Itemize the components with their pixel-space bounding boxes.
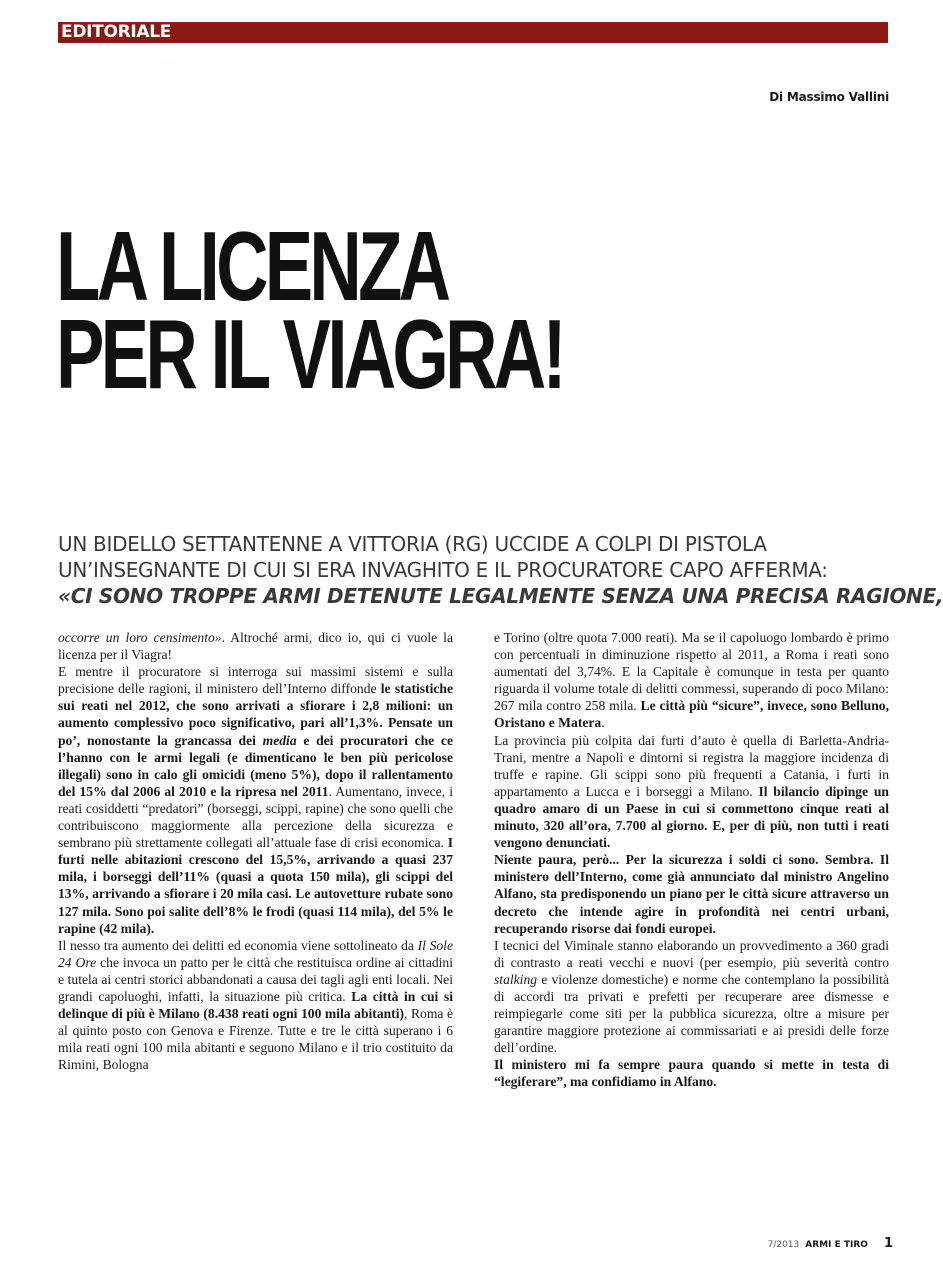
quote-end: occorre un loro censimento»	[58, 630, 222, 645]
paragraph	[494, 1056, 889, 1090]
headline-line-1: LA LICENZA	[56, 211, 448, 321]
italic-text: stalking	[494, 971, 538, 987]
paragraph	[494, 629, 889, 732]
bold-text: e dei procuratori che ce l’hanno con le armi legali (e dimenticano le ben più pericolose illegali) sono in calo gli omicidi (meno 5%), dopo il rallentamento del 15% dal 2006 al 2010 e la ripresa nel 2011	[58, 732, 453, 799]
italic-bold-text: media	[262, 732, 297, 748]
bold-text: Niente paura, però... Per la sicurezza i soldi ci sono. Sembra. Il ministero dell’Interno, come già annunciato dal ministro Angelino Alfano, sta predisponendo un piano per le città sicure attraverso un decreto che intende agire in profondità nei centri urbani, recuperando risorse dai fondi europei.	[494, 852, 889, 936]
text: E mentre il procuratore si interroga sui massimi sistemi e sulla precisione delle ragioni, il ministero dell’Interno diffonde	[58, 664, 453, 697]
headline-line-2: PER IL VIAGRA!	[56, 299, 563, 409]
text: . Altroché armi, dico io, qui ci vuole la licenza per il Viagra!	[58, 630, 453, 663]
section-bar	[58, 22, 888, 43]
text: e Torino (oltre quota 7.000 reati). Ma se il capoluogo lombardo è primo con percentuali in diminuzione rispetto al 2011, a Roma i reati sono aumentati del 3,74%. E la Capitale è comunque in testa per quanto riguarda il volume totale di delitti commessi, superando di poco Milano: 267 mila contro 258 mila.	[494, 630, 889, 714]
magazine-name: ARMI E TIRO	[805, 1240, 868, 1250]
body-column-right	[494, 629, 889, 1091]
text: , Roma è al quinto posto con Genova e Firenze. Tutte e tre le città superano i 6 mila reati ogni 100 mila abitanti e seguono Milano e il trio costituito da Rimini, Bologna	[58, 1006, 454, 1073]
bold-text: le statistiche sui reati nel 2012, che sono arrivati a sfiorare i 2,8 milioni: un aumento complessivo poco significativo, pari all’1,3%. Pensate un po’, nonostante la grancassa dei	[58, 681, 453, 748]
bold-text: Il ministero mi fa sempre paura quando si mette in testa di “legiferare”, ma confidiamo in Alfano.	[494, 1057, 889, 1090]
bold-text: Le città più “sicure”, invece, sono Belluno, Oristano e Matera	[494, 698, 889, 731]
headline	[56, 211, 574, 409]
deck-line-2: UN’INSEGNANTE DI CUI SI ERA INVAGHITO E IL PROCURATORE CAPO AFFERMA:	[58, 558, 828, 582]
text: Il nesso tra aumento dei delitti ed economia viene sottolineato da	[58, 937, 418, 953]
text: che invoca un patto per le città che restituisca ordine ai cittadini e tutela ai centri storici abbandonati a causa dei tagli agli enti locali. Nei grandi capoluoghi, infatti, la situazione più critica.	[58, 954, 453, 1004]
byline: Di Massimo Vallini	[769, 90, 889, 104]
deck-quote: «CI SONO TROPPE ARMI DETENUTE LEGALMENTE SENZA UNA PRECISA RAGIONE,	[58, 584, 943, 608]
italic-text: Il Sole 24 Ore	[58, 937, 453, 970]
section-label: EDITORIALE	[61, 22, 172, 42]
page-number: 1	[883, 1236, 893, 1251]
text: I tecnici del Viminale stanno elaborando un provvedimento a 360 gradi di contrasto a reati vecchi e nuovi (per esempio, più severità contro	[494, 937, 889, 970]
text: e violenze domestiche) e norme che contemplano la possibilità di accordi tra privati e prefetti per recuperare aree dismesse e reimpiegarle come siti per la pubblica sicurezza, oltre a misure per garantire maggiore protezione ai commissariati e ai presidi delle forze dell’ordine.	[494, 971, 889, 1056]
paragraph	[494, 937, 889, 1057]
paragraph	[58, 663, 453, 937]
paragraph	[494, 851, 889, 936]
text: La provincia più colpita dai furti d’auto è quella di Barletta-Andria-Trani, mentre a Napoli e dintorni si registra la maggiore incidenza di truffe e rapine. Gli scippi sono più frequenti a Catania, i furti in appartamento a Lucca e i borseggi a Milano.	[494, 732, 889, 799]
body-column-left	[58, 629, 453, 1073]
text: .	[601, 715, 605, 731]
page-footer	[768, 1236, 893, 1251]
paragraph	[58, 629, 453, 663]
bold-text: I furti nelle abitazioni crescono del 15,5%, arrivando a quasi 237 mila, i borseggi dell’11% (quasi a quota 150 mila), gli scippi del 13%, arrivando a sfiorare i 20 mila casi. Le autovetture rubate sono 127 mila. Sono poi salite dell’8% le frodi (quasi 114 mila), del 5% le rapine (42 mila).	[58, 835, 453, 936]
paragraph	[58, 937, 453, 1074]
paragraph	[494, 732, 889, 852]
deck-line-1: UN BIDELLO SETTANTENNE A VITTORIA (RG) UCCIDE A COLPI DI PISTOLA	[58, 532, 767, 556]
text: . Aumentano, invece, i reati cosiddetti “predatori” (borseggi, scippi, rapine) che sono quelli che contribuiscono maggiormente alla percezione della sicurezza e sembrano più strettamente collegati all’attuale fase di crisi economica.	[58, 783, 454, 851]
issue-number: 7/2013	[767, 1240, 800, 1250]
bold-text: La città in cui si delinque di più è Milano (8.438 reati ogni 100 mila abitanti)	[58, 988, 453, 1022]
deck	[58, 531, 943, 609]
bold-text: Il bilancio dipinge un quadro amaro di un Paese in cui si commettono cinque reati al minuto, 320 all’ora, 7.700 al giorno. E, per di più, non tutti i reati vengono denunciati.	[494, 783, 889, 851]
